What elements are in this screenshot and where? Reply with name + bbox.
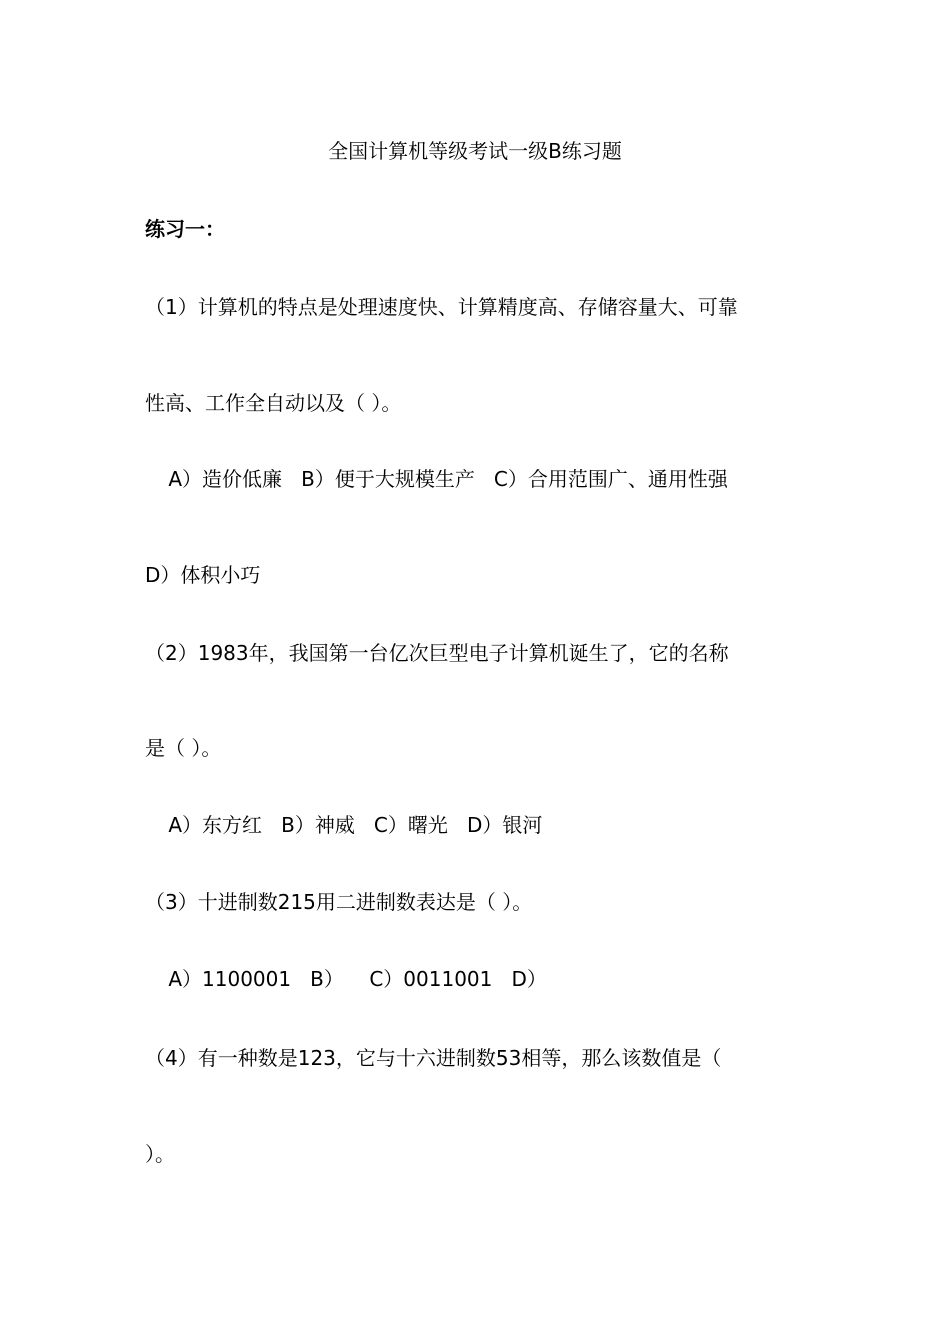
question-1-options: A）造价低廉 B）便于大规模生产 C）合用范围广、通用性强 — [162, 467, 728, 491]
question-4-line-2: ）。 — [145, 1142, 175, 1166]
question-4-line-1: （4）有一种数是123，它与十六进制数53相等，那么该数值是（ — [145, 1046, 722, 1070]
question-1-line-2: 性高、工作全自动以及（ ）。 — [145, 391, 402, 415]
question-2-options: A）东方红 B）神威 C）曙光 D）银河 — [162, 813, 543, 837]
section-heading: 练习一： — [145, 217, 225, 241]
question-2-line-2: 是（ ）。 — [145, 736, 222, 760]
question-3-line-1: （3）十进制数215用二进制数表达是（ ）。 — [145, 890, 533, 914]
question-2-line-1: （2）1983年，我国第一台亿次巨型电子计算机诞生了，它的名称 — [145, 641, 729, 665]
question-1-line-1: （1）计算机的特点是处理速度快、计算精度高、存储容量大、可靠 — [145, 295, 738, 319]
question-3-options: A）1100001 B） C）0011001 D） — [162, 967, 547, 991]
question-1-options-line-2: D）体积小巧 — [145, 563, 261, 587]
document-title: 全国计算机等级考试一级B练习题 — [328, 139, 622, 163]
